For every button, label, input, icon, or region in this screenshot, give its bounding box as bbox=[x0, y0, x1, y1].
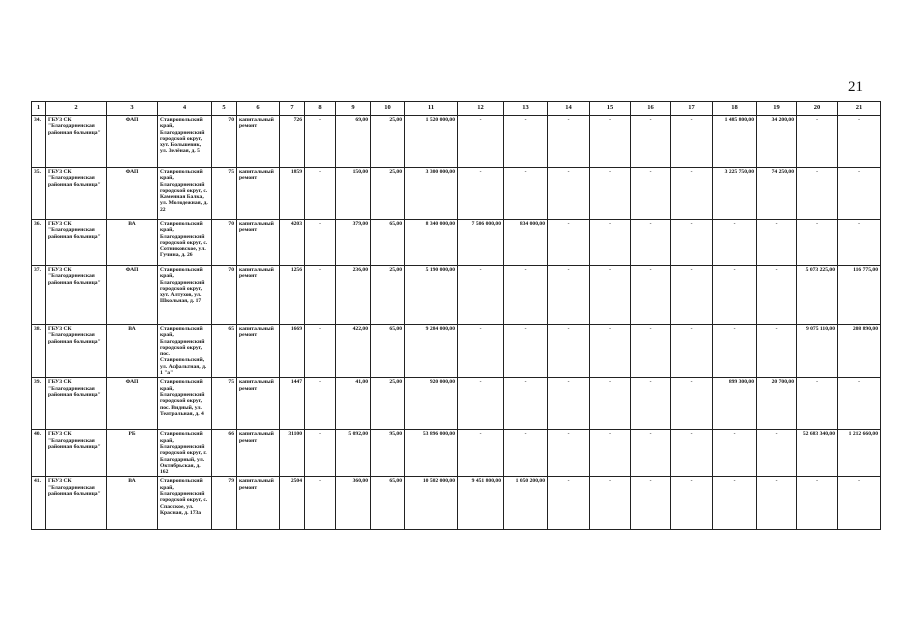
amount-cell: - bbox=[757, 477, 797, 530]
amount-cell: 3 225 750,00 bbox=[713, 168, 757, 220]
facility-type-cell: РБ bbox=[107, 430, 158, 477]
amount-cell: - bbox=[631, 116, 671, 168]
amount-cell: - bbox=[671, 220, 713, 266]
amount-cell: - bbox=[504, 325, 548, 378]
amount-cell: - bbox=[548, 430, 590, 477]
facility-type-cell: ВА bbox=[107, 220, 158, 266]
address-cell: Ставропольский край, Благодарненский городской округ, с. Каменная Балка, ул. Молодежная, д. 22 bbox=[158, 168, 212, 220]
value-cell: 1256 bbox=[280, 266, 305, 325]
amount-cell: - bbox=[458, 266, 504, 325]
amount-cell: - bbox=[713, 266, 757, 325]
amount-cell: - bbox=[590, 220, 631, 266]
row-number: 41. bbox=[32, 477, 46, 530]
amount-cell: - bbox=[671, 266, 713, 325]
amount-cell: - bbox=[838, 168, 881, 220]
value-cell: 41,00 bbox=[336, 378, 371, 430]
value-cell: 2504 bbox=[280, 477, 305, 530]
table-row bbox=[32, 477, 881, 530]
amount-cell: - bbox=[797, 116, 838, 168]
table-row bbox=[32, 168, 881, 220]
value-cell: 25,00 bbox=[371, 168, 405, 220]
table-row bbox=[32, 430, 881, 477]
amount-cell: 9 075 110,00 bbox=[797, 325, 838, 378]
row-number: 40. bbox=[32, 430, 46, 477]
column-header: 15 bbox=[590, 102, 631, 116]
row-number: 35. bbox=[32, 168, 46, 220]
value-cell: 726 bbox=[280, 116, 305, 168]
work-type-cell: капитальный ремонт bbox=[237, 220, 280, 266]
amount-cell: 7 506 000,00 bbox=[458, 220, 504, 266]
column-header: 19 bbox=[757, 102, 797, 116]
value-cell: 360,00 bbox=[336, 477, 371, 530]
amount-cell: - bbox=[797, 378, 838, 430]
column-header: 10 bbox=[371, 102, 405, 116]
amount-cell: - bbox=[631, 168, 671, 220]
value-cell: 70 bbox=[212, 116, 237, 168]
value-cell: 69,00 bbox=[336, 116, 371, 168]
row-number: 39. bbox=[32, 378, 46, 430]
amount-cell: 834 000,00 bbox=[504, 220, 548, 266]
amount-cell: 208 890,00 bbox=[838, 325, 881, 378]
column-header: 18 bbox=[713, 102, 757, 116]
value-cell: 25,00 bbox=[371, 378, 405, 430]
value-cell: - bbox=[305, 325, 336, 378]
amount-cell: 8 340 000,00 bbox=[405, 220, 458, 266]
amount-cell: - bbox=[458, 116, 504, 168]
facility-type-cell: ВА bbox=[107, 477, 158, 530]
amount-cell: - bbox=[713, 325, 757, 378]
amount-cell: - bbox=[458, 430, 504, 477]
row-number: 36. bbox=[32, 220, 46, 266]
amount-cell: - bbox=[458, 325, 504, 378]
amount-cell: 1 050 200,00 bbox=[504, 477, 548, 530]
institution-cell: ГБУЗ СК "Благодарненская районная больница" bbox=[46, 477, 107, 530]
address-cell: Ставропольский край, Благодарненский городской округ, хут. Большевик, ул. Зелёная, д. 5 bbox=[158, 116, 212, 168]
amount-cell: - bbox=[631, 430, 671, 477]
amount-cell: 3 300 000,00 bbox=[405, 168, 458, 220]
column-header: 17 bbox=[671, 102, 713, 116]
amount-cell: - bbox=[671, 430, 713, 477]
value-cell: 4203 bbox=[280, 220, 305, 266]
amount-cell: - bbox=[631, 266, 671, 325]
column-header: 12 bbox=[458, 102, 504, 116]
amount-cell: 920 000,00 bbox=[405, 378, 458, 430]
column-header: 20 bbox=[797, 102, 838, 116]
value-cell: - bbox=[305, 477, 336, 530]
column-header: 13 bbox=[504, 102, 548, 116]
page-number: 21 bbox=[848, 79, 863, 95]
column-header: 7 bbox=[280, 102, 305, 116]
amount-cell: 10 502 000,00 bbox=[405, 477, 458, 530]
value-cell: - bbox=[305, 116, 336, 168]
amount-cell: - bbox=[590, 430, 631, 477]
value-cell: 95,00 bbox=[371, 430, 405, 477]
amount-cell: 52 683 340,00 bbox=[797, 430, 838, 477]
amount-cell: - bbox=[504, 378, 548, 430]
value-cell: 70 bbox=[212, 220, 237, 266]
value-cell: 1669 bbox=[280, 325, 305, 378]
value-cell: 1859 bbox=[280, 168, 305, 220]
work-type-cell: капитальный ремонт bbox=[237, 266, 280, 325]
amount-cell: - bbox=[838, 477, 881, 530]
amount-cell: - bbox=[631, 220, 671, 266]
amount-cell: 1 485 800,00 bbox=[713, 116, 757, 168]
amount-cell: - bbox=[631, 477, 671, 530]
amount-cell: - bbox=[757, 220, 797, 266]
amount-cell: - bbox=[590, 325, 631, 378]
amount-cell: 9 284 000,00 bbox=[405, 325, 458, 378]
amount-cell: - bbox=[504, 168, 548, 220]
row-number: 38. bbox=[32, 325, 46, 378]
amount-cell: - bbox=[590, 168, 631, 220]
amount-cell: - bbox=[797, 168, 838, 220]
amount-cell: - bbox=[671, 116, 713, 168]
amount-cell: - bbox=[548, 116, 590, 168]
value-cell: 25,00 bbox=[371, 266, 405, 325]
amount-cell: - bbox=[590, 116, 631, 168]
work-type-cell: капитальный ремонт bbox=[237, 325, 280, 378]
value-cell: 422,00 bbox=[336, 325, 371, 378]
amount-cell: - bbox=[548, 378, 590, 430]
work-type-cell: капитальный ремонт bbox=[237, 477, 280, 530]
column-header: 21 bbox=[838, 102, 881, 116]
amount-cell: - bbox=[631, 378, 671, 430]
amount-cell: 9 451 800,00 bbox=[458, 477, 504, 530]
value-cell: 236,00 bbox=[336, 266, 371, 325]
value-cell: 65,00 bbox=[371, 325, 405, 378]
column-header: 1 bbox=[32, 102, 46, 116]
amount-cell: - bbox=[757, 430, 797, 477]
amount-cell: - bbox=[548, 266, 590, 325]
amount-cell: - bbox=[548, 220, 590, 266]
amount-cell: - bbox=[713, 477, 757, 530]
address-cell: Ставропольский край, Благодарненский городской округ, с. Спасское, ул. Красная, д. 173а bbox=[158, 477, 212, 530]
institution-cell: ГБУЗ СК "Благодарненская районная больница" bbox=[46, 168, 107, 220]
institution-cell: ГБУЗ СК "Благодарненская районная больница" bbox=[46, 430, 107, 477]
table-row bbox=[32, 325, 881, 378]
amount-cell: - bbox=[548, 325, 590, 378]
value-cell: 65 bbox=[212, 325, 237, 378]
value-cell: 1447 bbox=[280, 378, 305, 430]
value-cell: 75 bbox=[212, 168, 237, 220]
amount-cell: 34 200,00 bbox=[757, 116, 797, 168]
value-cell: 25,00 bbox=[371, 116, 405, 168]
amount-cell: - bbox=[504, 430, 548, 477]
address-cell: Ставропольский край, Благодарненский городской округ, пос. Ставропольский, ул. Асфальтная, д. 1 "а" bbox=[158, 325, 212, 378]
institution-cell: ГБУЗ СК "Благодарненская районная больница" bbox=[46, 378, 107, 430]
amount-cell: - bbox=[757, 325, 797, 378]
institution-cell: ГБУЗ СК "Благодарненская районная больница" bbox=[46, 266, 107, 325]
amount-cell: - bbox=[548, 477, 590, 530]
value-cell: 66 bbox=[212, 430, 237, 477]
amount-cell: - bbox=[631, 325, 671, 378]
column-header: 16 bbox=[631, 102, 671, 116]
table-row bbox=[32, 116, 881, 168]
amount-cell: - bbox=[797, 477, 838, 530]
value-cell: 31100 bbox=[280, 430, 305, 477]
amount-cell: - bbox=[838, 116, 881, 168]
facility-type-cell: ФАП bbox=[107, 378, 158, 430]
value-cell: - bbox=[305, 430, 336, 477]
table-row bbox=[32, 378, 881, 430]
amount-cell: - bbox=[548, 168, 590, 220]
work-type-cell: капитальный ремонт bbox=[237, 430, 280, 477]
amount-cell: - bbox=[713, 430, 757, 477]
value-cell: 79 bbox=[212, 477, 237, 530]
amount-cell: 1 520 000,00 bbox=[405, 116, 458, 168]
amount-cell: - bbox=[671, 168, 713, 220]
address-cell: Ставропольский край, Благодарненский городской округ, с. Сотниковское, ул. Гучина, д. 26 bbox=[158, 220, 212, 266]
value-cell: - bbox=[305, 220, 336, 266]
value-cell: - bbox=[305, 266, 336, 325]
amount-cell: 74 250,00 bbox=[757, 168, 797, 220]
column-header: 8 bbox=[305, 102, 336, 116]
column-header: 11 bbox=[405, 102, 458, 116]
row-number: 37. bbox=[32, 266, 46, 325]
amount-cell: - bbox=[671, 477, 713, 530]
value-cell: 65,00 bbox=[371, 220, 405, 266]
table-row bbox=[32, 266, 881, 325]
amount-cell: - bbox=[671, 378, 713, 430]
column-header: 2 bbox=[46, 102, 107, 116]
column-header: 3 bbox=[107, 102, 158, 116]
address-cell: Ставропольский край, Благодарненский городской округ, пос. Видный, ул. Театральная, д. 4 bbox=[158, 378, 212, 430]
institution-cell: ГБУЗ СК "Благодарненская районная больница" bbox=[46, 116, 107, 168]
address-cell: Ставропольский край, Благодарненский городской округ, г. Благодарный, ул. Октябрьская, д. 162 bbox=[158, 430, 212, 477]
work-type-cell: капитальный ремонт bbox=[237, 116, 280, 168]
work-type-cell: капитальный ремонт bbox=[237, 378, 280, 430]
value-cell: 5 092,00 bbox=[336, 430, 371, 477]
facility-type-cell: ФАП bbox=[107, 116, 158, 168]
value-cell: 379,00 bbox=[336, 220, 371, 266]
facility-type-cell: ВА bbox=[107, 325, 158, 378]
table-row bbox=[32, 220, 881, 266]
value-cell: 65,00 bbox=[371, 477, 405, 530]
amount-cell: - bbox=[504, 116, 548, 168]
column-header: 5 bbox=[212, 102, 237, 116]
column-header: 9 bbox=[336, 102, 371, 116]
amount-cell: - bbox=[458, 168, 504, 220]
amount-cell: - bbox=[838, 220, 881, 266]
address-cell: Ставропольский край, Благодарненский городской округ, хут. Алтухов, ул. Школьная, д. 17 bbox=[158, 266, 212, 325]
amount-cell: 899 300,00 bbox=[713, 378, 757, 430]
facility-type-cell: ФАП bbox=[107, 168, 158, 220]
amount-cell: - bbox=[590, 266, 631, 325]
amount-cell: 5 190 000,00 bbox=[405, 266, 458, 325]
value-cell: - bbox=[305, 378, 336, 430]
row-number: 34. bbox=[32, 116, 46, 168]
value-cell: - bbox=[305, 168, 336, 220]
amount-cell: 116 775,00 bbox=[838, 266, 881, 325]
column-header: 6 bbox=[237, 102, 280, 116]
facility-type-cell: ФАП bbox=[107, 266, 158, 325]
data-table bbox=[31, 101, 881, 530]
amount-cell: - bbox=[671, 325, 713, 378]
amount-cell: - bbox=[838, 378, 881, 430]
amount-cell: - bbox=[590, 378, 631, 430]
value-cell: 70 bbox=[212, 266, 237, 325]
amount-cell: - bbox=[757, 266, 797, 325]
work-type-cell: капитальный ремонт bbox=[237, 168, 280, 220]
amount-cell: - bbox=[713, 220, 757, 266]
amount-cell: 20 700,00 bbox=[757, 378, 797, 430]
amount-cell: 1 212 660,00 bbox=[838, 430, 881, 477]
column-header: 4 bbox=[158, 102, 212, 116]
value-cell: 150,00 bbox=[336, 168, 371, 220]
amount-cell: - bbox=[504, 266, 548, 325]
amount-cell: - bbox=[590, 477, 631, 530]
amount-cell: - bbox=[458, 378, 504, 430]
institution-cell: ГБУЗ СК "Благодарненская районная больница" bbox=[46, 220, 107, 266]
amount-cell: - bbox=[797, 220, 838, 266]
column-header: 14 bbox=[548, 102, 590, 116]
value-cell: 75 bbox=[212, 378, 237, 430]
institution-cell: ГБУЗ СК "Благодарненская районная больница" bbox=[46, 325, 107, 378]
amount-cell: 5 073 225,00 bbox=[797, 266, 838, 325]
table-header-row bbox=[32, 102, 881, 116]
amount-cell: 53 896 000,00 bbox=[405, 430, 458, 477]
